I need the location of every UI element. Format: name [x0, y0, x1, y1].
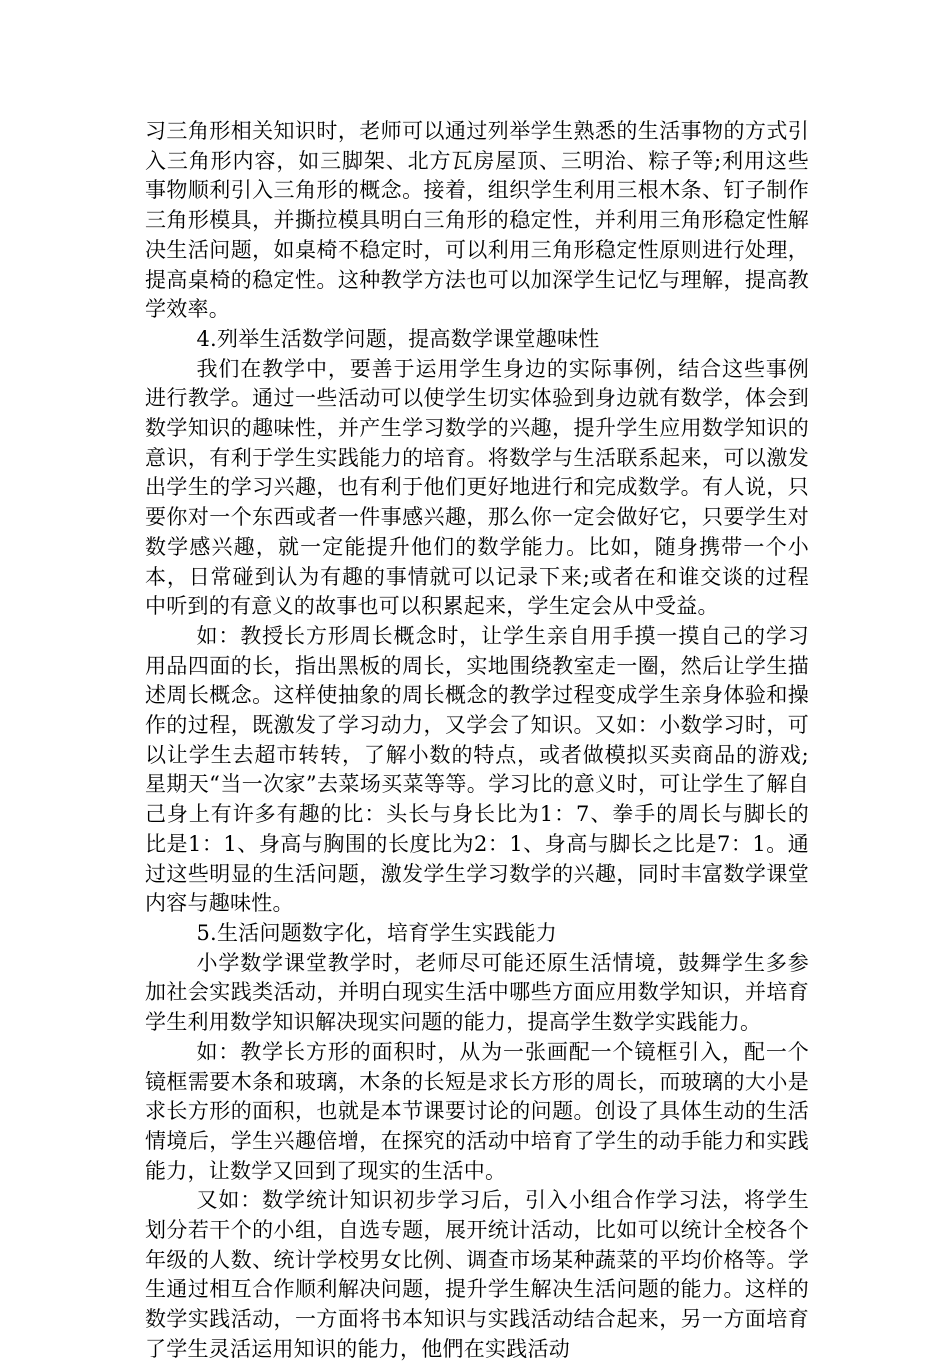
paragraph-triangle-continuation: 习三角形相关知识时，老师可以通过列举学生熟悉的生活事物的方式引入三角形内容，如三脚架、北方瓦房屋顶、三明治、粽子等;利用这些事物顺利引入三角形的概念。接着，组织学生利用三根木条、钉子制作三角形模具，并撕拉模具明白三角形的稳定性，并利用三角形稳定性解决生活问题，如桌椅不稳定时，可以利用三角形稳定性原则进行处理，提高桌椅的稳定性。这种教学方法也可以加深学生记忆与理解，提高教学效率。	[145, 119, 809, 322]
paragraph-area-example: 如：教学长方形的面积时，从为一张画配一个镜框引入，配一个镜框需要木条和玻璃，木条的长短是求长方形的周长，而玻璃的大小是求长方形的面积，也就是本节课要讨论的问题。创设了具体生动的生活情境后，学生兴趣倍增，在探究的活动中培育了学生的动手能力和实践能力，让数学又回到了现实的生活中。	[145, 1039, 809, 1183]
document-body	[145, 117, 809, 1365]
section-heading-4: 4.列举生活数学问题，提高数学课堂趣味性	[196, 326, 600, 351]
section-heading-5: 5.生活问题数字化，培育学生实践能力	[196, 920, 557, 945]
paragraph-perimeter-example: 如：教授长方形周长概念时，让学生亲自用手摸一摸自己的学习用品四面的长，指出黑板的周长，实地围绕教室走一圈，然后让学生描述周长概念。这样使抽象的周长概念的教学过程变成学生亲身体验和操作的过程，既激发了学习动力，又学会了知识。又如：小数学习时，可以让学生去超市转转，了解小数的特点，或者做模拟买卖商品的游戏;星期天“当一次家”去菜场买菜等等。学习比的意义时，可让学生了解自己身上有许多有趣的比：头长与身长比为1：7、拳手的周长与脚长的比是1：1、身高与胸围的长度比为2：1、身高与脚长之比是7：1。通过这些明显的生活问题，激发学生学习数学的兴趣，同时丰富数学课堂内容与趣味性。	[145, 623, 809, 916]
paragraph-real-life-examples: 我们在教学中，要善于运用学生身边的实际事例，结合这些事例进行教学。通过一些活动可以使学生切实体验到身边就有数学，体会到数学知识的趣味性，并产生学习数学的兴趣，提升学生应用数学知识的意识，有利于学生实践能力的培育。将数学与生活联系起来，可以激发出学生的学习兴趣，也有利于他们更好地进行和完成数学。有人说，只要你对一个东西或者一件事感兴趣，那么你一定会做好它，只要学生对数学感兴趣，就一定能提升他们的数学能力。比如，随身携带一个小本，日常碰到认为有趣的事情就可以记录下来;或者在和谁交谈的过程中听到的有意义的故事也可以积累起来，学生定会从中受益。	[145, 356, 809, 619]
paragraph-practice-ability: 小学数学课堂教学时，老师尽可能还原生活情境，鼓舞学生多参加社会实践类活动，并明白现实生活中哪些方面应用数学知识，并培育学生利用数学知识解决现实问题的能力，提高学生数学实践能力。	[145, 950, 809, 1035]
paragraph-statistics-example: 又如：数学统计知识初步学习后，引入小组合作学习法，将学生划分若干个的小组，自选专题，展开统计活动，比如可以统计全校各个年级的人数、统计学校男女比例、调查市场某种蔬菜的平均价格等。学生通过相互合作顺利解决问题，提升学生解决生活问题的能力。这样的数学实践活动，一方面将书本知识与实践活动结合起来，另一方面培育了学生灵活运用知识的能力，他們在实践活动	[145, 1188, 809, 1361]
